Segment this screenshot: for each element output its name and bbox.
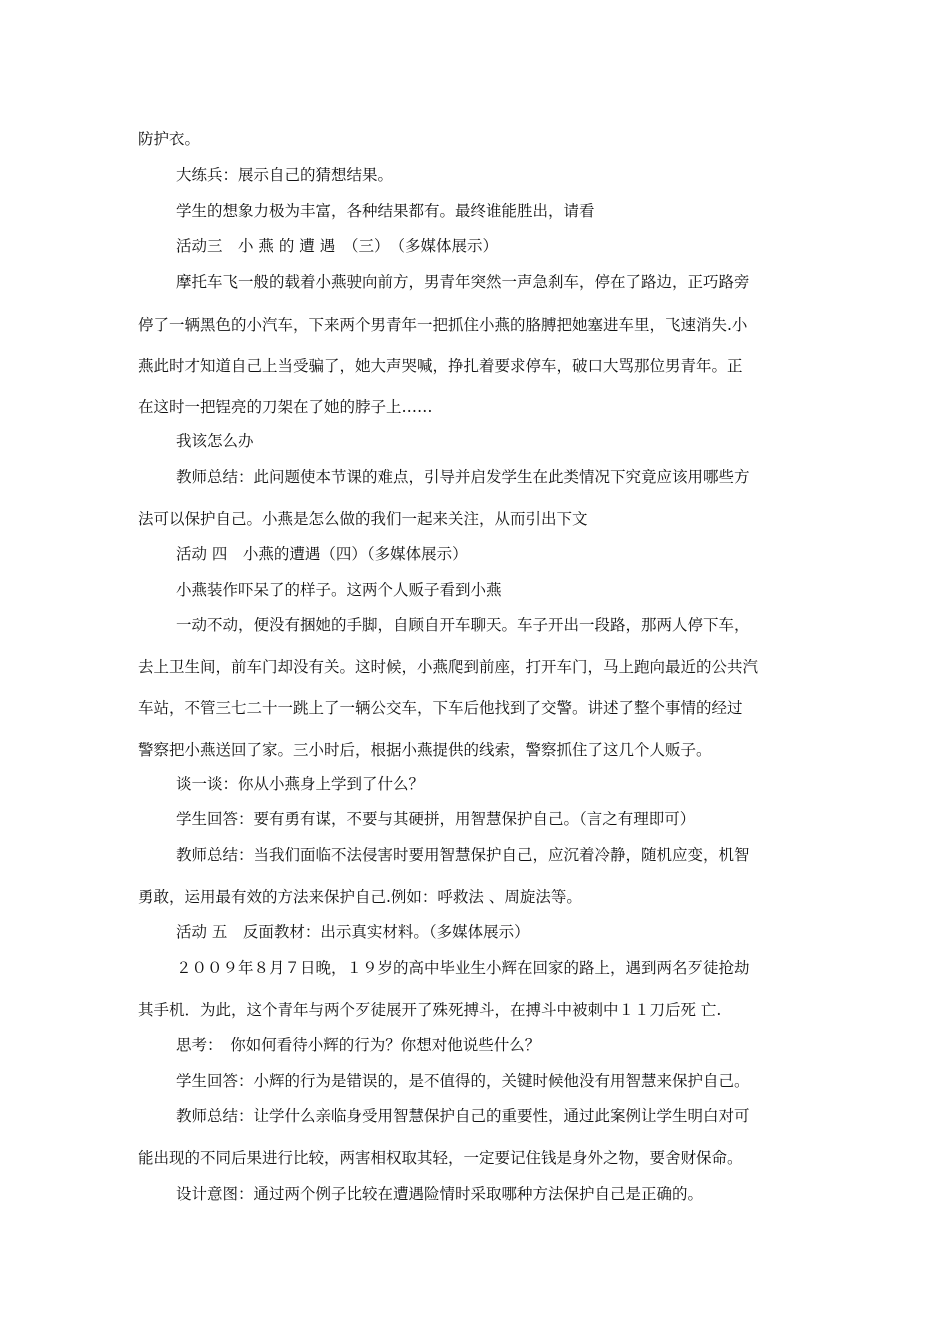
text-line: 小燕装作吓呆了的样子。这两个人贩子看到小燕 bbox=[176, 581, 502, 599]
text-line: 大练兵：展示自己的猜想结果。 bbox=[176, 166, 394, 184]
text-line: 燕此时才知道自己上当受骗了，她大声哭喊，挣扎着要求停车，破口大骂那位男青年。正 bbox=[138, 357, 743, 375]
text-line: 学生回答：要有勇有谋，不要与其硬拼，用智慧保护自己。（言之有理即可） bbox=[176, 810, 696, 828]
text-line: 法可以保护自己。小燕是怎么做的我们一起来关注，从而引出下文 bbox=[138, 510, 588, 528]
text-line: 谈一谈：你从小燕身上学到了什么？ bbox=[176, 775, 425, 793]
activity-heading: 活动三 小 燕 的 遭 遇 （三） （多媒体展示） bbox=[176, 237, 498, 255]
text-line: 学生的想象力极为丰富，各种结果都有。最终谁能胜出，请看 bbox=[176, 202, 595, 220]
text-line: 在这时一把锃亮的刀架在了她的脖子上…… bbox=[138, 398, 433, 416]
text-line: 车站，不管三七二十一跳上了一辆公交车，下车后他找到了交警。讲述了整个事情的经过 bbox=[138, 699, 743, 717]
activity-heading: 活动 五 反面教材：出示真实材料。（多媒体展示） bbox=[176, 923, 530, 941]
text-line: 摩托车飞一般的载着小燕驶向前方，男青年突然一声急刹车，停在了路边，正巧路旁 bbox=[176, 273, 750, 291]
text-line: 一动不动，便没有捆她的手脚，自顾自开车聊天。车子开出一段路，那两人停下车， bbox=[176, 616, 750, 634]
text-line: ２００９年８月７日晚，１９岁的高中毕业生小辉在回家的路上，遇到两名歹徒抢劫 bbox=[176, 959, 750, 977]
activity-heading: 活动 四 小燕的遭遇（四）（多媒体展示） bbox=[176, 545, 468, 563]
text-line: 教师总结：当我们面临不法侵害时要用智慧保护自己，应沉着冷静，随机应变，机智 bbox=[176, 846, 750, 864]
text-line: 思考： 你如何看待小辉的行为？你想对他说些什么？ bbox=[176, 1036, 541, 1054]
text-line: 我该怎么办 bbox=[176, 432, 254, 450]
text-line: 勇敢，运用最有效的方法来保护自己.例如：呼救法 、周旋法等。 bbox=[138, 888, 582, 906]
text-line: 教师总结：让学什么亲临身受用智慧保护自己的重要性，通过此案例让学生明白对可 bbox=[176, 1107, 750, 1125]
text-line: 停了一辆黑色的小汽车，下来两个男青年一把抓住小燕的胳膊把她塞进车里，飞速消失.小 bbox=[138, 316, 748, 334]
text-line: 教师总结：此问题使本节课的难点，引导并启发学生在此类情况下究竟应该用哪些方 bbox=[176, 468, 750, 486]
text-line: 去上卫生间，前车门却没有关。这时候，小燕爬到前座，打开车门，马上跑向最近的公共汽 bbox=[138, 658, 759, 676]
text-line: 设计意图：通过两个例子比较在遭遇险情时采取哪种方法保护自己是正确的。 bbox=[176, 1185, 704, 1203]
text-line: 学生回答：小辉的行为是错误的，是不值得的，关键时候他没有用智慧来保护自己。 bbox=[176, 1072, 750, 1090]
text-line: 能出现的不同后果进行比较，两害相权取其轻，一定要记住钱是身外之物，要舍财保命。 bbox=[138, 1149, 743, 1167]
text-line: 其手机．为此，这个青年与两个歹徒展开了殊死搏斗，在搏斗中被刺中１１刀后死 亡. bbox=[138, 1001, 722, 1019]
text-line: 警察把小燕送回了家。三小时后，根据小燕提供的线索，警察抓住了这几个人贩子。 bbox=[138, 741, 712, 759]
text-line: 防护衣。 bbox=[138, 130, 201, 148]
